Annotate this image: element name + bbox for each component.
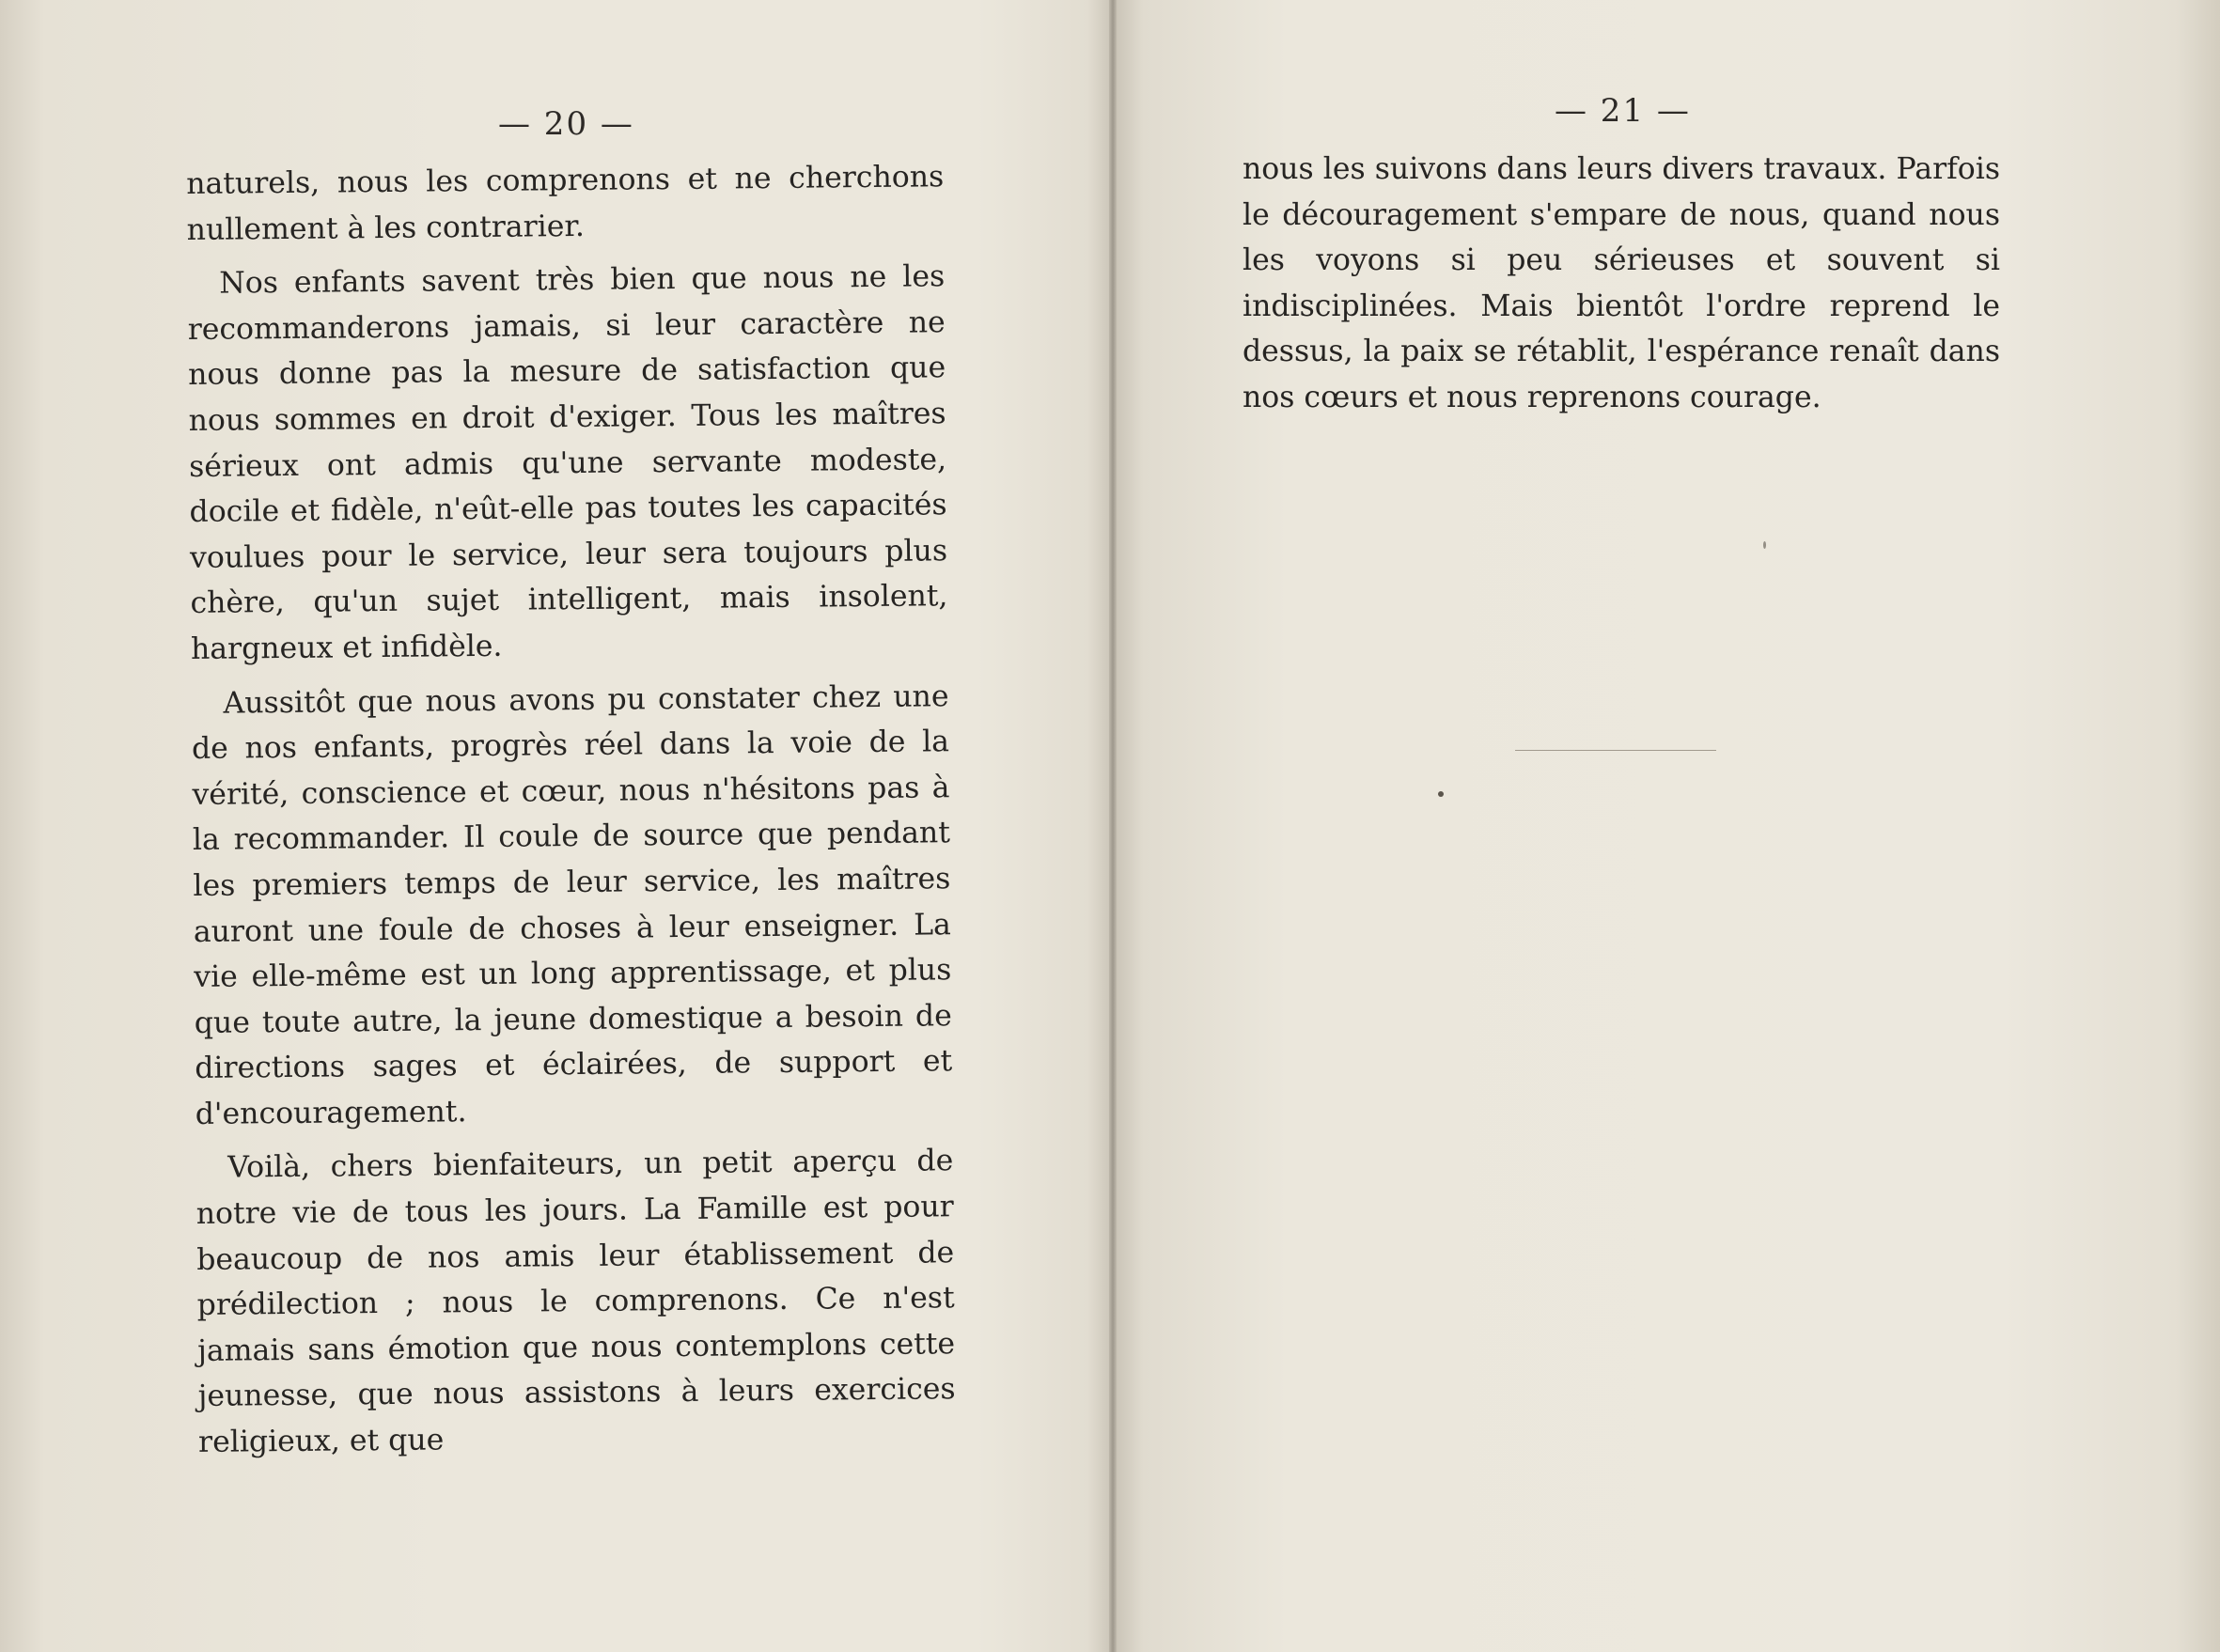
paragraph: nous les suivons dans leurs divers travaux. Parfois le découragement s'empare de nous, quand nous les voyons si peu sérieuses et souvent si indisciplinées. Mais bientôt l'ordre reprend le dessus, la paix se rétablit, l'espérance renaît dans nos cœurs et nous reprenons courage. bbox=[1243, 152, 2000, 414]
left-page-body bbox=[186, 154, 956, 1473]
right-page-body bbox=[1243, 147, 2000, 429]
right-page bbox=[1117, 0, 2220, 1652]
paragraph: naturels, nous les comprenons et ne cherchons nullement à les contrarier. bbox=[186, 160, 945, 247]
book-gutter bbox=[1109, 0, 1117, 1652]
paragraph: Nos enfants savent très bien que nous ne les recommanderons jamais, si leur caractère ne nous donne pas la mesure de satisfaction que nous sommes en droit d'exiger. Tous les maîtres sérieux ont admis qu'une servante modeste, docile et fidèle, n'eût-elle pas toutes les capacités voulues pour le service, leur sera toujours plus chère, qu'un sujet intelligent, mais insolent, hargneux et infidèle. bbox=[187, 259, 948, 666]
left-page bbox=[0, 0, 1109, 1652]
paragraph: Voilà, chers bienfaiteurs, un petit aperçu de notre vie de tous les jours. La Famille est pour beaucoup de nos amis leur établissement de prédilection ; nous le comprenons. Ce n'est jamais sans émotion que nous contemplons cette jeunesse, que nous assistons à leurs exercices religieux, et que bbox=[195, 1144, 956, 1459]
section-divider-rule bbox=[1515, 750, 1716, 751]
ink-speck bbox=[1763, 541, 1766, 549]
page-number-left: — 20 — bbox=[498, 105, 634, 143]
paragraph: Aussitôt que nous avons pu constater chez une de nos enfants, progrès réel dans la voie de la vérité, conscience et cœur, nous n'hésitons pas à la recommander. Il coule de source que pendant les premiers temps de leur service, les maîtres auront une foule de choses à leur enseigner. La vie elle-même est un long apprentissage, et plus que toute autre, la jeune domestique a besoin de directions sages et éclairées, de support et d'encouragement. bbox=[191, 678, 953, 1131]
ink-speck bbox=[1438, 791, 1444, 797]
page-number-right: — 21 — bbox=[1555, 92, 1691, 130]
